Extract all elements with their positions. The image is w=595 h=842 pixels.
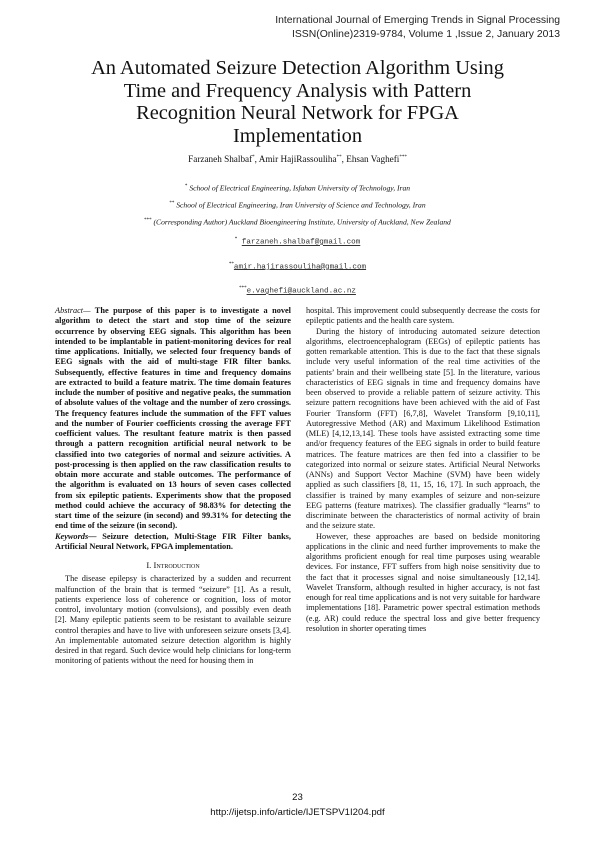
keywords-text: Seizure detection, Multi-Stage FIR Filter banks, Artificial Neural Network, FPGA implementation.: [55, 531, 291, 551]
author-mark: ***: [399, 155, 407, 160]
title-line: Time and Frequency Analysis with Pattern: [123, 79, 472, 102]
affiliation: [20, 196, 575, 213]
author-name: Amir HajiRassouliha: [258, 154, 337, 165]
body-paragraph: However, these approaches are based on bedside monitoring applications in the clinic and need further improvements to make the algorithms proficient enough for real time purposes using wearable devices. For instance, FFT suffers from high noise sensitivity due to the fact that it processes signal and noise simultaneously [12,14]. Wavelet Transform, although resulted in higher accuracy, is not fast enough for real time applications and is not very suitable for hardware implementations [18]. Parametric power spectral estimation methods (e.g. AR) could reduce the spectral loss and give better frequency resolution in shorter operating times: [306, 531, 540, 633]
abstract: [55, 306, 291, 532]
email-entry: [20, 229, 575, 254]
body-paragraph: hospital. This improvement could subsequently decrease the costs for epileptic patients and the health care system.: [306, 306, 540, 326]
email-link[interactable]: amir.hajirassouliha@gmail.com: [233, 263, 367, 272]
section-heading: [55, 560, 291, 570]
abstract-text: The purpose of this paper is to investigate a novel algorithm to detect the start and stop time of the seizure occurrence by observing EEG signals. This algorithm has been intended to be implantable in patient-monitoring devices for real time applications. Initially, we selected four frequency bands of EEG signals with the aid of multi-stage FIR filter banks. Subsequently, effective features in time and frequency domains are extracted to build a feature matrix. The time domain features include the number of positive and negative peaks, the summation of absolute values of the voltage and the number of zero crossings. The frequency features include the summation of the FFT values and the number of Fourier coefficients crossing the average FFT coefficient values. The resultant feature matrix is then passed through a pattern recognition artificial neural network to be classified into two categories of normal and seizure activities. A post-processing is then applied on the raw classification results to obtain more accurate and stable outcomes. The performance of the algorithm is evaluated on 13 hours of seven cases collected from six epileptic patients. Experiments show that the proposed method could achieve the accuracy of 98.83% for detecting the start time of the seizure (in second) and 99.31% for detecting the end time of the seizure (in second).: [55, 306, 291, 531]
page-number: 23: [292, 792, 303, 803]
section-number: I.: [146, 560, 152, 570]
email-mark: **: [228, 261, 234, 267]
affiliation: [20, 213, 575, 230]
affiliation-mark: *: [184, 184, 188, 189]
email-link[interactable]: farzaneh.shalbaf@gmail.com: [241, 238, 361, 247]
author-name: Ehsan Vaghefi: [346, 154, 400, 165]
email-list: [20, 229, 575, 303]
email-mark: ***: [239, 286, 247, 292]
author-name: Farzaneh Shalbaf: [188, 154, 253, 165]
affiliation-text: School of Electrical Engineering, Iran University of Science and Technology, Iran: [176, 200, 426, 210]
left-column: [55, 306, 291, 667]
affiliation: [20, 179, 575, 196]
keywords: [55, 532, 291, 553]
title-line: An Automated Seizure Detection Algorithm Using: [91, 57, 504, 79]
author-mark: *: [252, 155, 255, 160]
email-entry: [20, 278, 575, 303]
body-paragraph: The disease epilepsy is characterized by a sudden and recurrent malfunction of the brain that is termed “seizure” [1]. As a result, patients experience loss of coherence or cognition, loss of motor control, involuntary motion (convulsions), and possibly even death [2]. Many epileptic patients seem to be resistant to available seizure control therapies and have to live with unforeseen seizure onsets [3,4]. An implementable automated seizure detection algorithm is highly desired in that regard. Such device would help clinicians for long-term monitoring of patients without the need for housing them in: [55, 574, 291, 666]
affiliation-mark: ***: [144, 217, 152, 223]
footer-url[interactable]: http://ijetsp.info/article/IJETSPV1I204.pdf: [210, 807, 385, 818]
paper-title: [30, 57, 565, 147]
journal-header: [140, 14, 560, 41]
abstract-label: Abstract—: [55, 306, 91, 315]
affiliation-text: School of Electrical Engineering, Isfahan University of Technology, Iran: [189, 183, 411, 193]
email-entry: [20, 254, 575, 279]
body-paragraph: During the history of introducing automated seizure detection algorithms, electroencephalogram (EEGs) of epileptic patients has gotten remarkable attention. This is due to the fact that these signals include very useful information of the real time activities of the patients’ brain and their wellbeing state [5]. In the literature, various characteristics of EEG signals in time and frequency domains have been observed to provide a reliable pattern of seizure activity. This seizure pattern recognitions have been achieved with the aid of Fast Fourier Transform (FFT) [6,7,8], Wavelet Transform [9,10,11], Autoregressive Method (AR) and Maximum Likelihood Estimation (MLE) [4,12,13,14]. These tools have assisted extracting some time and/or frequency features of the EEG signals in order to build feature matrices. The feature matrices are then fed into a classifier to be categorized into normal or seizure states. Artificial Neural Networks (ANNs) and Support Vector Machine (SVM) have been widely applied as such classifiers [8, 11, 15, 16, 17]. In such approach, the classifier is trained by many examples of seizure and non-seizure EEG patterns (feature matrixes). The classifier gradually “learns” to discriminate between the characteristics of normal activity of brain and the seizure state.: [306, 326, 540, 531]
title-line: Recognition Neural Network for FPGA: [136, 102, 459, 125]
author-mark: **: [336, 155, 342, 160]
email-mark: *: [234, 237, 238, 242]
email-link[interactable]: e.vaghefi@auckland.ac.nz: [246, 287, 356, 296]
journal-issue: ISSN(Online)2319-9784, Volume 1 ,Issue 2, January 2013: [291, 28, 560, 40]
affiliation-mark: **: [169, 200, 175, 206]
section-title: Introduction: [153, 560, 200, 570]
keywords-label: Keywords—: [55, 531, 97, 541]
journal-name: International Journal of Emerging Trends in Signal Processing: [275, 15, 560, 26]
title-line: Implementation: [232, 124, 363, 147]
right-column: [306, 306, 540, 634]
author-list: Farzaneh Shalbaf*, Amir HajiRassouliha**, Ehsan Vaghefi***: [188, 154, 407, 165]
affiliation-list: [20, 179, 575, 229]
affiliation-text: (Corresponding Author) Auckland Bioengineering Institute, University of Auckland, New Zealand: [153, 217, 451, 227]
